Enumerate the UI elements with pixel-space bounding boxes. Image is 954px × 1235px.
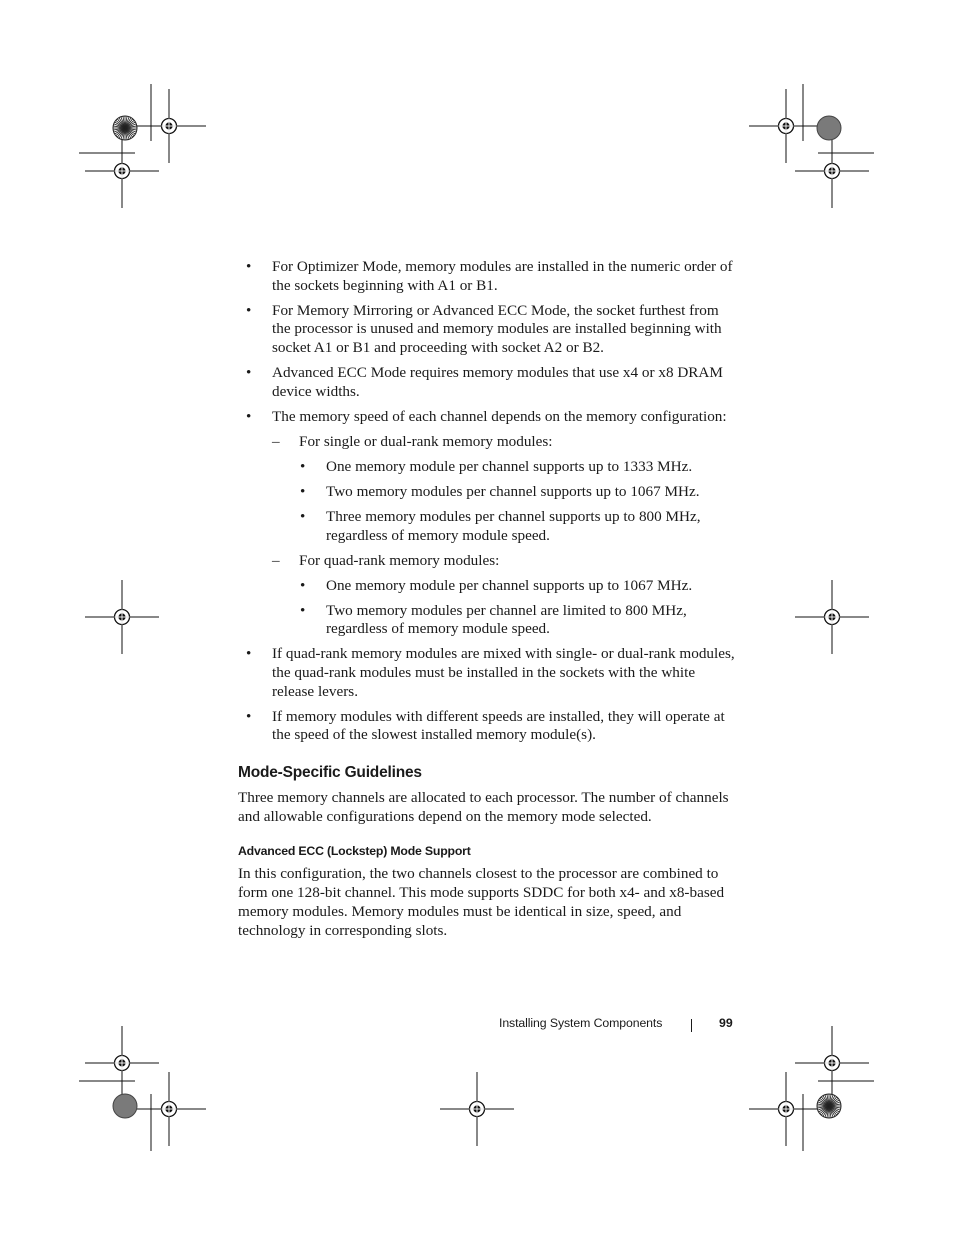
nested-list-item-text: Three memory modules per channel supports up to 800 MHz, regardless of memory module speed. xyxy=(326,507,701,544)
registration-mark-mid-left xyxy=(85,580,159,654)
registration-mark-top-right xyxy=(749,84,874,208)
bullet-glyph: • xyxy=(246,645,252,663)
list-item-text: If memory modules with different speeds are installed, they will operate at the speed of the slowest installed memory module(s). xyxy=(272,707,725,744)
list-item xyxy=(238,302,738,358)
nested-list-item xyxy=(299,458,738,477)
sub-list-item xyxy=(272,552,738,639)
subsection-paragraph: In this configuration, the two channels closest to the processor are combined to form one 128-bit channel. This mode supports SDDC for both x4- and x8-based memory modules. Memory modules must be identical in size, speed, and technology in corresponding slots. xyxy=(238,865,725,939)
section-paragraph: Three memory channels are allocated to each processor. The number of channels and allowable configurations depend on the memory mode selected. xyxy=(238,789,729,825)
dash-glyph: – xyxy=(272,551,280,569)
gray-dot-icon xyxy=(113,1094,137,1118)
list-item xyxy=(238,258,738,295)
list-item-text: The memory speed of each channel depends on the memory configuration: xyxy=(272,407,727,425)
guidelines-list xyxy=(238,258,738,745)
list-item-text: If quad-rank memory modules are mixed with single- or dual-rank modules, the quad-rank modules must be installed in the sockets with the white release levers. xyxy=(272,645,735,700)
bullet-glyph: • xyxy=(246,301,252,319)
list-item xyxy=(238,408,738,639)
sub-list xyxy=(272,433,738,639)
bullet-glyph: • xyxy=(300,507,306,525)
footer-divider xyxy=(691,1019,692,1032)
starburst-icon xyxy=(113,116,137,140)
nested-list-item xyxy=(299,602,738,639)
registration-mark-bottom-center xyxy=(440,1072,514,1146)
bullet-glyph: • xyxy=(246,258,252,275)
nested-list xyxy=(299,577,738,639)
registration-mark-bottom-left xyxy=(79,1026,206,1151)
bullet-glyph: • xyxy=(246,364,252,382)
nested-list-item xyxy=(299,508,738,545)
bullet-glyph: • xyxy=(246,707,252,725)
list-item-text: For Optimizer Mode, memory modules are installed in the numeric order of the sockets beginning with A1 or B1. xyxy=(272,258,733,294)
nested-list-item-text: Two memory modules per channel supports up to 1067 MHz. xyxy=(326,482,700,500)
bullet-glyph: • xyxy=(300,576,306,594)
bullet-glyph: • xyxy=(246,407,252,425)
gray-dot-icon xyxy=(817,116,841,140)
bullet-glyph: • xyxy=(300,482,306,500)
list-item-text: For Memory Mirroring or Advanced ECC Mode, the socket furthest from the processor is unused and memory modules are installed beginning with socket A1 or B1 and proceeding with socket A2 or B2. xyxy=(272,301,722,357)
footer-section-title: Installing System Components xyxy=(499,1016,663,1030)
nested-list-item-text: One memory module per channel supports up to 1067 MHz. xyxy=(326,576,693,594)
section-heading: Mode-Specific Guidelines xyxy=(238,764,422,782)
registration-mark-top-left xyxy=(79,84,206,208)
subsection-heading: Advanced ECC (Lockstep) Mode Support xyxy=(238,844,471,859)
bullet-glyph: • xyxy=(300,601,306,619)
page-body xyxy=(238,258,738,940)
list-item xyxy=(238,364,738,401)
bullet-glyph: • xyxy=(300,457,306,475)
page-number: 99 xyxy=(719,1016,733,1030)
nested-list xyxy=(299,458,738,545)
nested-list-item-text: One memory module per channel supports up to 1333 MHz. xyxy=(326,457,693,475)
sub-list-item xyxy=(272,433,738,545)
nested-list-item xyxy=(299,577,738,596)
nested-list-item xyxy=(299,483,738,502)
nested-list-item-text: Two memory modules per channel are limited to 800 MHz, regardless of memory module speed. xyxy=(326,601,687,638)
dash-glyph: – xyxy=(272,432,280,450)
list-item-text: Advanced ECC Mode requires memory modules that use x4 or x8 DRAM device widths. xyxy=(272,364,723,400)
registration-mark-bottom-right xyxy=(749,1026,874,1151)
list-item xyxy=(238,645,738,701)
sub-list-item-text: For single or dual-rank memory modules: xyxy=(299,432,553,450)
registration-mark-mid-right xyxy=(795,580,869,654)
list-item xyxy=(238,708,738,745)
sub-list-item-text: For quad-rank memory modules: xyxy=(299,551,500,569)
starburst-icon xyxy=(817,1094,841,1118)
